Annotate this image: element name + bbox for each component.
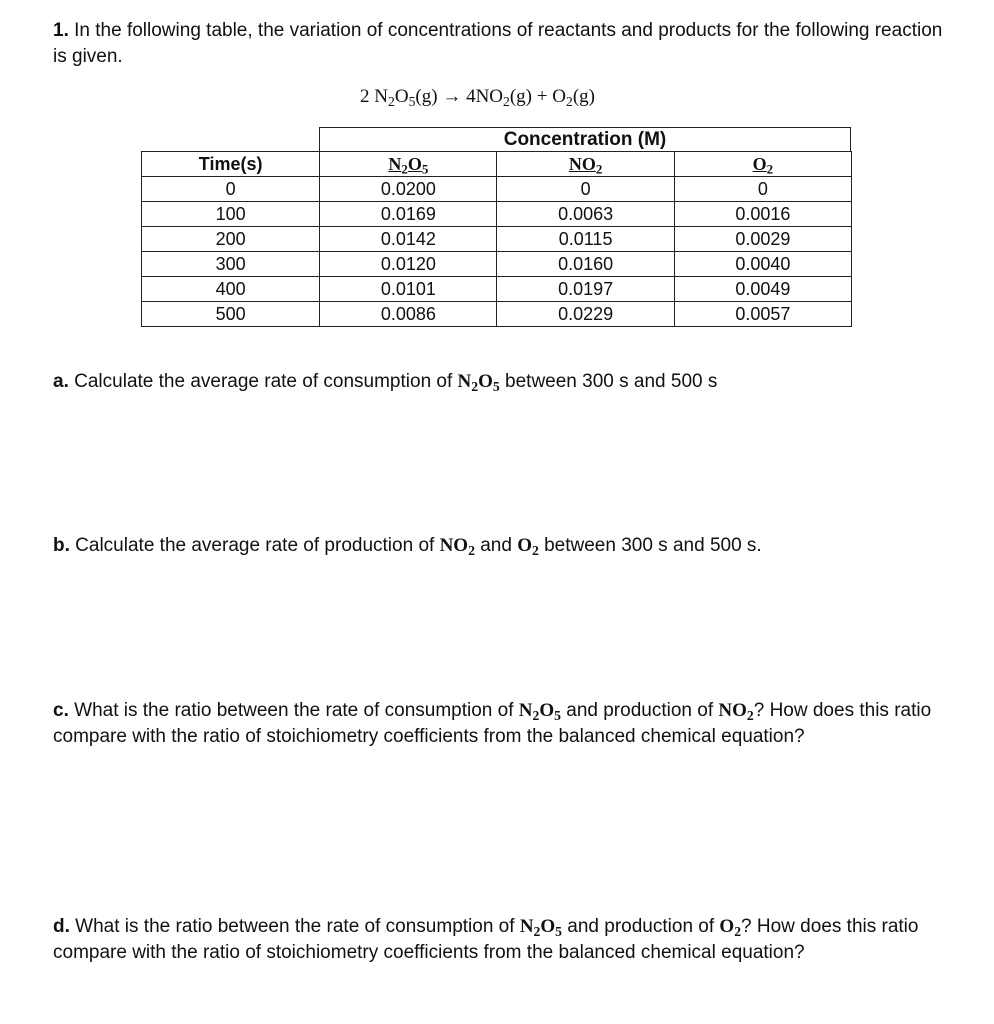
cell-no2: 0.0160 [497, 252, 674, 277]
cell-o2: 0.0040 [674, 252, 851, 277]
problem-intro [53, 18, 953, 70]
header-time: Time(s) [142, 152, 320, 177]
table-row [142, 227, 852, 252]
question-b-label: b. [53, 535, 70, 556]
question-d: d. What is the ratio between the rate of consumption of $N_2O_5$ and production of $O_2$? How does this ratio compare with the ratio of stoichiometry coefficients from the balanced chemical equation? [53, 916, 919, 963]
concentration-table [141, 151, 852, 327]
cell-n2o5: 0.0086 [320, 302, 497, 327]
question-d-label: d. [53, 916, 70, 937]
table-header-row [142, 152, 852, 177]
concentration-group-header: Concentration (M) [319, 127, 851, 151]
question-a-label: a. [53, 371, 69, 392]
cell-n2o5: 0.0169 [320, 202, 497, 227]
cell-time: 200 [142, 227, 320, 252]
cell-time: 400 [142, 277, 320, 302]
table-row [142, 302, 852, 327]
cell-n2o5: 0.0142 [320, 227, 497, 252]
table-row [142, 177, 852, 202]
cell-n2o5: 0.0120 [320, 252, 497, 277]
problem-number: 1. [53, 20, 69, 41]
cell-n2o5: 0.0101 [320, 277, 497, 302]
question-c: c. What is the ratio between the rate of consumption of $N_2O_5$ and production of $NO_2$? How does this ratio compare with the ratio of stoichiometry coefficients from the balanced chemical equation? [53, 700, 932, 747]
table-row [142, 252, 852, 277]
table-row [142, 277, 852, 302]
cell-o2: 0.0016 [674, 202, 851, 227]
reaction-arrow: → [442, 86, 462, 107]
cell-no2: 0.0115 [497, 227, 674, 252]
cell-time: 100 [142, 202, 320, 227]
header-o2: $O_2$ [674, 152, 851, 177]
table-row [142, 202, 852, 227]
cell-no2: 0.0063 [497, 202, 674, 227]
cell-o2: 0.0029 [674, 227, 851, 252]
question-a: a. Calculate the average rate of consumption of $N_2O_5$ between 300 s and 500 s [53, 371, 718, 394]
cell-no2: 0 [497, 177, 674, 202]
question-b: b. Calculate the average rate of production of $NO_2$ and $O_2$ between 300 s and 500 s. [53, 535, 762, 558]
cell-o2: 0.0057 [674, 302, 851, 327]
header-no2: $NO_2$ [497, 152, 674, 177]
cell-no2: 0.0229 [497, 302, 674, 327]
cell-o2: 0.0049 [674, 277, 851, 302]
cell-no2: 0.0197 [497, 277, 674, 302]
cell-o2: 0 [674, 177, 851, 202]
header-n2o5: $N_2O_5$ [320, 152, 497, 177]
cell-time: 500 [142, 302, 320, 327]
problem-intro-text: In the following table, the variation of concentrations of reactants and products for the following reaction is given. [53, 20, 943, 67]
question-c-label: c. [53, 700, 69, 721]
cell-time: 300 [142, 252, 320, 277]
reaction-equation: 2 $N_2O_5(g) \to 4NO_2(g) + O_2(g)$ [360, 86, 595, 109]
cell-time: 0 [142, 177, 320, 202]
cell-n2o5: 0.0200 [320, 177, 497, 202]
